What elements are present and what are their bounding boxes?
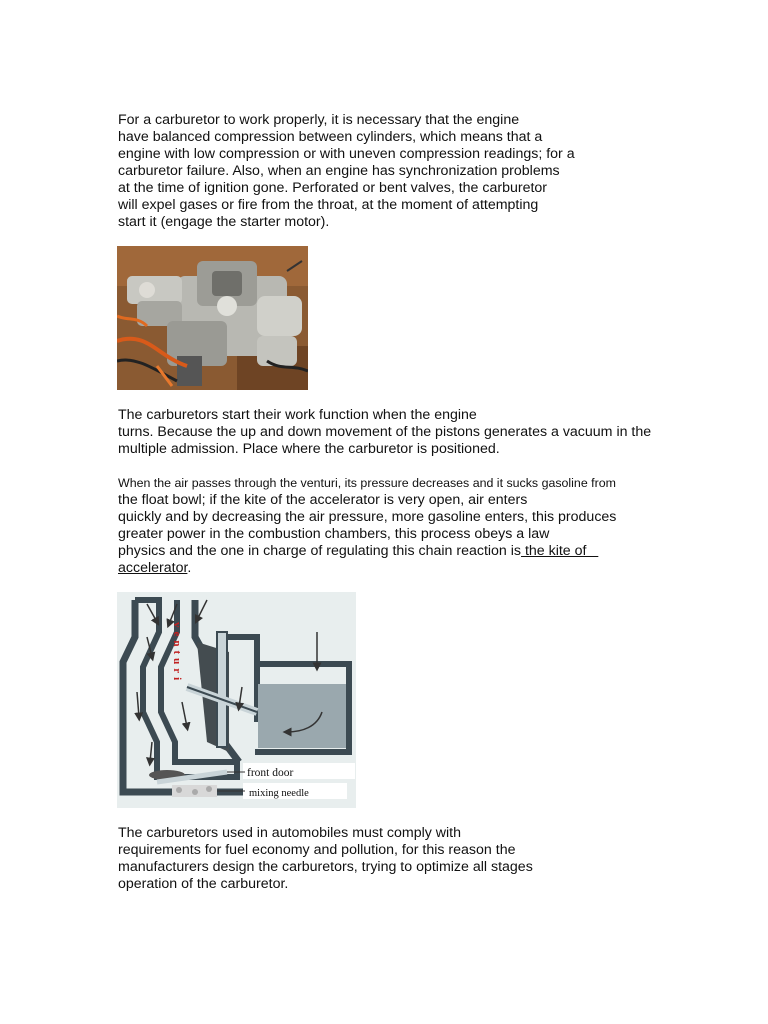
text-line: have balanced compression between cylinders, which means that a	[118, 129, 543, 145]
text-line: multiple admission. Place where the carburetor is positioned.	[118, 441, 500, 457]
text-line: For a carburetor to work properly, it is necessary that the engine	[118, 112, 520, 128]
text-line: The carburetors start their work function when the engine	[118, 407, 477, 423]
mixing-needle-label: mixing needle	[249, 788, 309, 799]
text-line: When the air passes through the venturi, its pressure decreases and it sucks gasoline from	[118, 476, 616, 490]
front-door-label: front door	[247, 767, 294, 779]
text-line: start it (engage the starter motor).	[118, 214, 330, 230]
text-line: The carburetors used in automobiles must comply with	[118, 825, 462, 841]
venturi-label: venturi	[171, 622, 183, 685]
text-line: operation of the carburetor.	[118, 876, 289, 892]
paragraph-work-function	[118, 407, 651, 458]
paragraph-requirements	[118, 825, 533, 893]
paragraph-venturi	[118, 475, 616, 577]
text-line: the float bowl; if the kite of the accelerator is very open, air enters	[118, 492, 528, 508]
carburetor-photo	[117, 246, 308, 390]
text-line: at the time of ignition gone. Perforated or bent valves, the carburetor	[118, 180, 548, 196]
text-line: carburetor failure. Also, when an engine has synchronization problems	[118, 163, 560, 179]
text-segment: .	[187, 560, 192, 576]
text-line: quickly and by decreasing the air pressure, more gasoline enters, this produces	[118, 509, 617, 525]
text-line: engine with low compression or with uneven compression readings; for a	[118, 146, 575, 162]
text-line	[118, 543, 616, 560]
accelerator-link-continued[interactable]: accelerator	[118, 560, 188, 576]
accelerator-link[interactable]: the kite of	[521, 543, 599, 559]
text-line: turns. Because the up and down movement of the pistons generates a vacuum in the	[118, 424, 652, 440]
text-line: will expel gases or fire from the throat, at the moment of attempting	[118, 197, 539, 213]
text-line: requirements for fuel economy and pollution, for this reason the	[118, 842, 516, 858]
text-line	[118, 560, 616, 577]
venturi-diagram	[117, 592, 356, 808]
text-line: manufacturers design the carburetors, trying to optimize all stages	[118, 859, 533, 875]
paragraph-carburetor-requirements	[118, 112, 575, 231]
text-segment: physics and the one in charge of regulating this chain reaction is	[118, 543, 522, 559]
text-line: greater power in the combustion chambers, this process obeys a law	[118, 526, 550, 542]
